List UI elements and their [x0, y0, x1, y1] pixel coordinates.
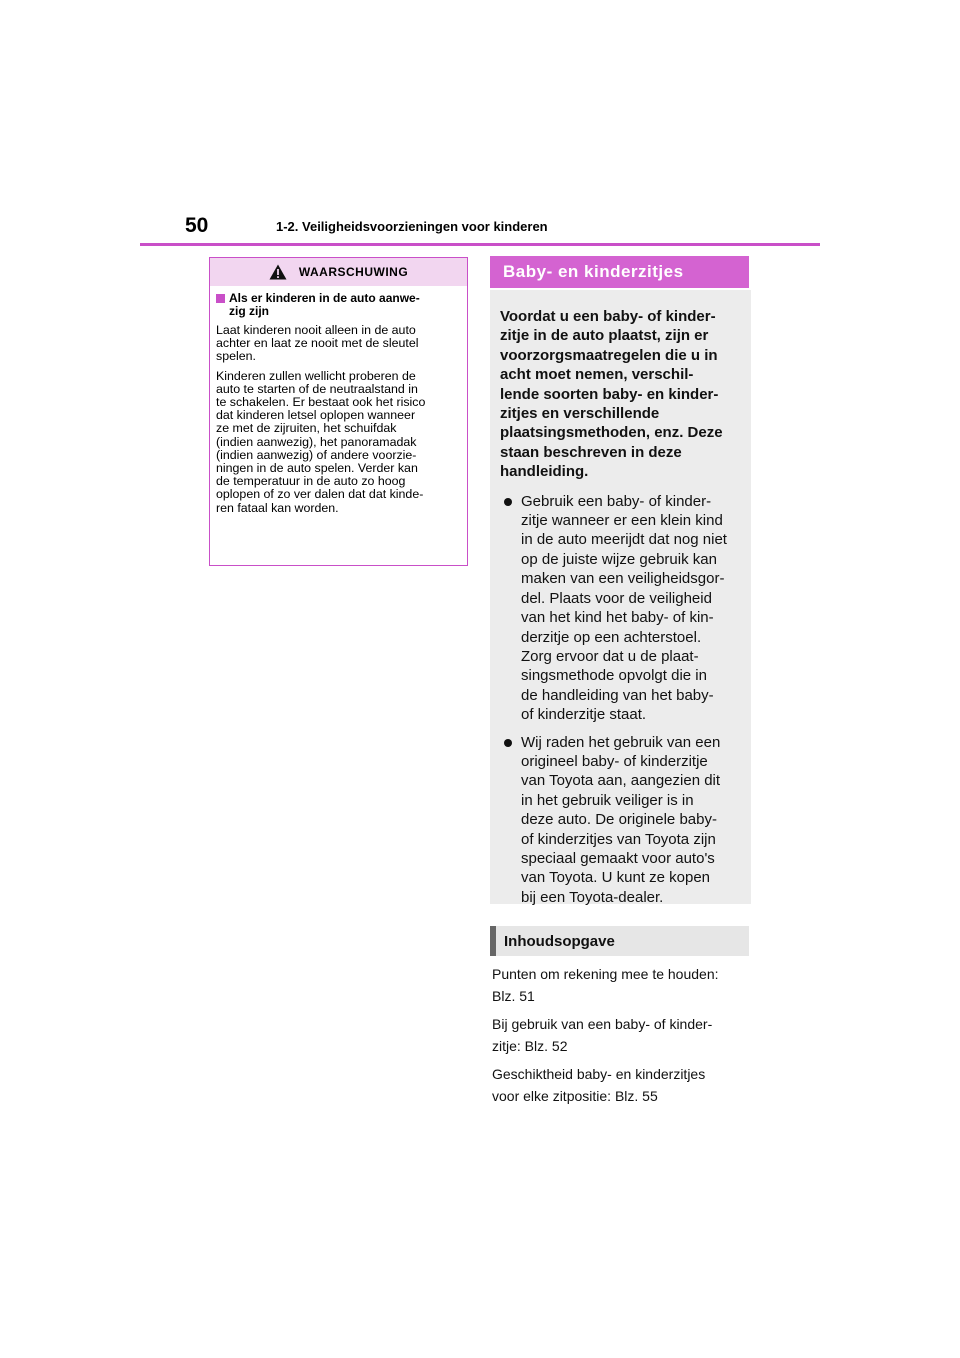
text-line: dat kinderen letsel oplopen wanneer [216, 408, 416, 423]
text-line: zitjes en verschillende [500, 405, 660, 423]
text-line: staan beschreven in deze [500, 443, 682, 461]
text-line: (indien aanwezig), het panoramadak [216, 434, 417, 449]
text-line: de handleiding van het baby- [521, 686, 714, 704]
text-line: del. Plaats voor de veiligheid [521, 589, 712, 607]
text-line: auto te starten of de neutraalstand in [216, 381, 418, 396]
text-line: of kinderzitjes van Toyota zijn [521, 830, 716, 848]
text-line: te schakelen. Er bestaat ook het risico [216, 395, 426, 410]
warning-triangle-icon [269, 264, 287, 280]
page-header [0, 0, 960, 250]
text-line: maken van een veiligheidsgor- [521, 570, 725, 588]
text-line: plaatsingsmethoden, enz. Deze [500, 424, 723, 442]
toc-title: Inhoudsopgave [490, 926, 749, 956]
text-line: origineel baby- of kinderzitje [521, 752, 708, 770]
bullet-item [500, 492, 741, 725]
warning-subheading [216, 292, 461, 318]
text-line: lende soorten baby- en kinder- [500, 385, 719, 403]
bullet-dot-icon [504, 739, 512, 747]
text-line: Gebruik een baby- of kinder- [521, 492, 712, 510]
text-line: Bij gebruik van een baby- of kinder- [492, 1016, 713, 1032]
bullet-text [521, 733, 720, 908]
warning-paragraph-2 [216, 370, 461, 515]
text-line: achter en laat ze nooit met de sleutel [216, 336, 419, 351]
text-line: voorzorgsmaatregelen die u in [500, 346, 718, 364]
text-line: speciaal gemaakt voor auto's [521, 849, 715, 867]
section-title: Baby- en kinderzitjes [490, 256, 749, 288]
text-line: van het kind het baby- of kin- [521, 609, 714, 627]
text-line: ze met de zijruiten, het schuifdak [216, 421, 397, 436]
text-line: Wij raden het gebruik van een [521, 733, 721, 751]
page-number: 50 [185, 214, 209, 237]
text-line: Zorg ervoor dat u de plaat- [521, 647, 699, 665]
text-line: handleiding. [500, 463, 589, 481]
text-line: van Toyota aan, aangezien dit [521, 772, 721, 790]
text-line: Voordat u een baby- of kinder- [500, 308, 716, 325]
warning-subheading-text [229, 292, 420, 318]
text-line: spelen. [216, 349, 256, 364]
toc-item-gebruik[interactable] [492, 1013, 754, 1057]
bullet-text [521, 492, 727, 725]
chapter-title: 1-2. Veiligheidsvoorzieningen voor kinderen [276, 219, 548, 234]
warning-header [210, 258, 467, 286]
text-line: voor elke zitpositie: Blz. 55 [492, 1088, 658, 1104]
warning-box [209, 257, 468, 566]
text-line: (indien aanwezig) of andere voorzie- [216, 447, 417, 462]
text-line: acht moet nemen, verschil- [500, 366, 694, 384]
warning-body [210, 286, 467, 515]
text-line: ningen in de auto spelen. Verder kan [216, 461, 418, 476]
text-line: de temperatuur in de auto zo hoog [216, 474, 406, 489]
text-line: zitje wanneer er een klein kind [521, 512, 723, 530]
text-line: ren fataal kan worden. [216, 500, 339, 515]
square-bullet-icon [216, 294, 225, 303]
toc-item-geschiktheid[interactable] [492, 1063, 754, 1107]
text-line: zitje in de auto plaatst, zijn er [500, 327, 709, 345]
text-line: of kinderzitje staat. [521, 706, 647, 724]
text-line: Geschiktheid baby- en kinderzitjes [492, 1066, 706, 1082]
text-line: bij een Toyota-dealer. [521, 888, 664, 906]
text-line: Als er kinderen in de auto aanwe- [229, 291, 420, 305]
text-line: Laat kinderen nooit alleen in de auto [216, 323, 416, 337]
bullet-dot-icon [504, 498, 512, 506]
header-rule [140, 243, 820, 246]
text-line: in het gebruik veiliger is in [521, 791, 694, 809]
text-line: zig zijn [229, 304, 269, 318]
text-line: Kinderen zullen wellicht proberen de [216, 368, 416, 383]
text-line: van Toyota. U kunt ze kopen [521, 869, 711, 887]
text-line: in de auto meerijdt dat nog niet [521, 531, 727, 549]
text-line: deze auto. De originele baby- [521, 811, 717, 829]
toc-list [492, 963, 754, 1113]
warning-title: WAARSCHUWING [298, 265, 409, 279]
text-line: op de juiste wijze gebruik kan [521, 550, 717, 568]
text-line: oplopen of zo ver dalen dat dat kinde- [216, 487, 424, 502]
intro-lead [500, 307, 741, 482]
text-line: singsmethode opvolgt die in [521, 667, 707, 685]
text-line: zitje: Blz. 52 [492, 1038, 568, 1054]
warning-paragraph-1 [216, 324, 461, 364]
intro-box [490, 290, 751, 904]
toc-item-punten[interactable] [492, 963, 754, 1007]
text-line: Punten om rekening mee te houden: [492, 966, 719, 982]
bullet-item [500, 733, 741, 908]
text-line: derzitje op een achterstoel. [521, 628, 702, 646]
text-line: Blz. 51 [492, 988, 535, 1004]
